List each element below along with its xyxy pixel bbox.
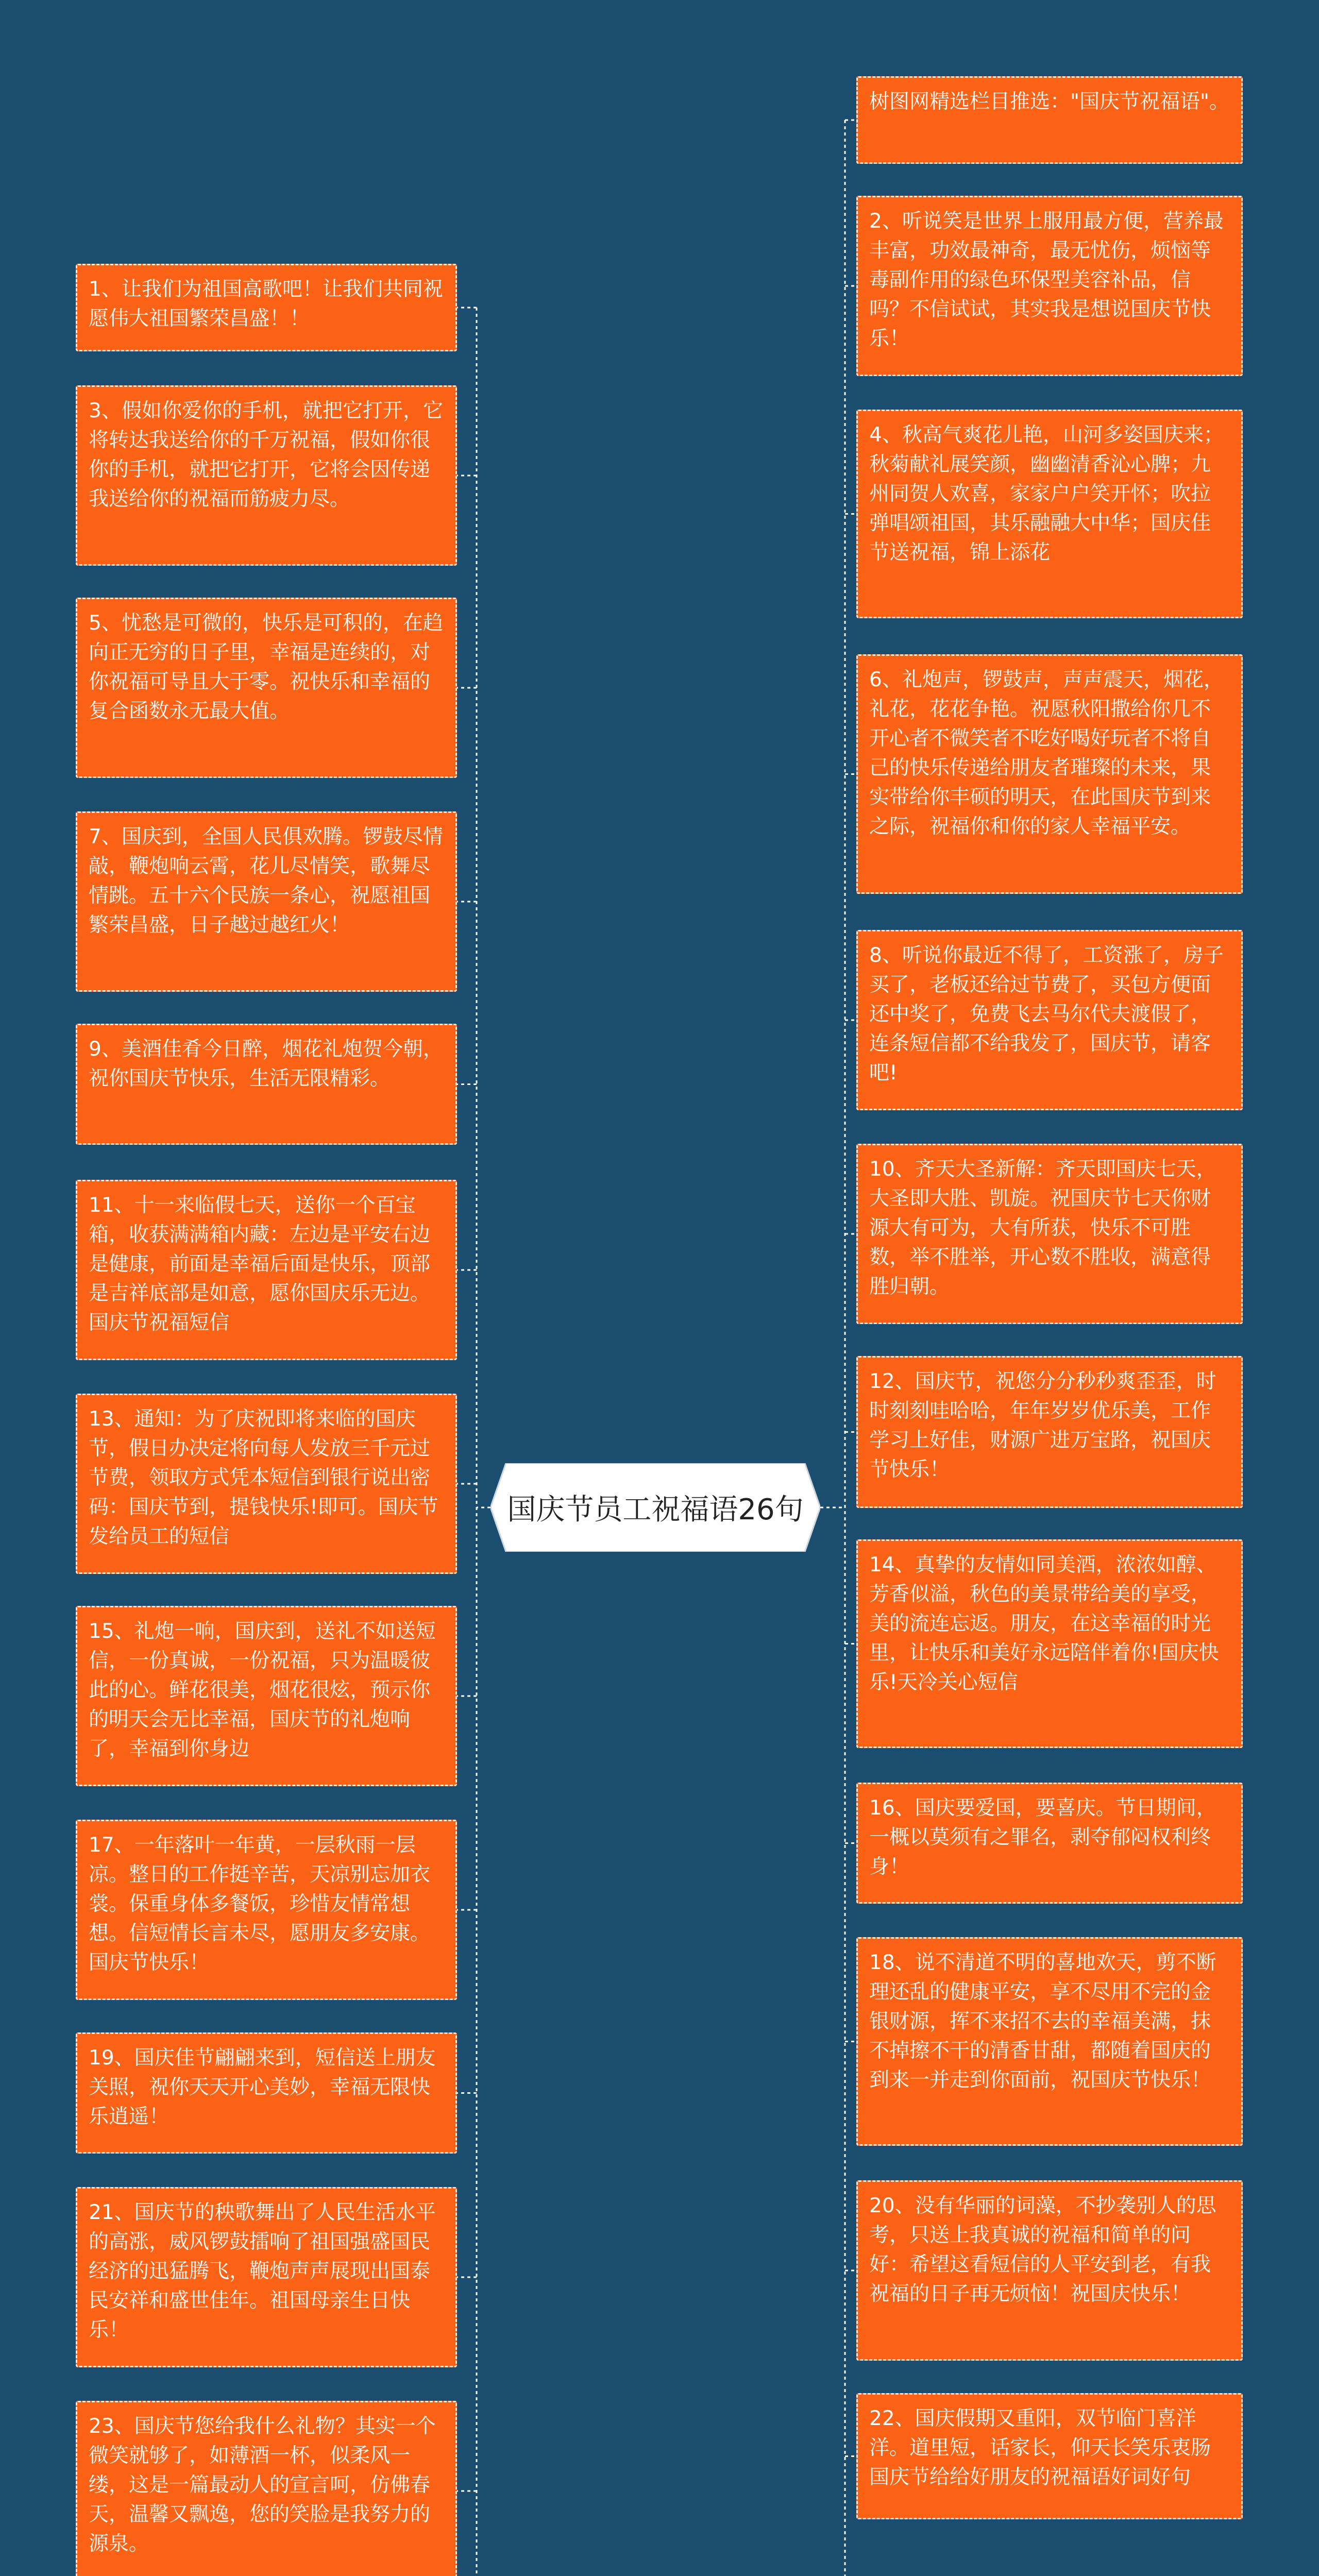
node-text: 23、国庆节您给我什么礼物？其实一个微笑就够了，如薄酒一杯，似柔风一缕，这是一篇最动人的宣言呵，仿佛春天，温馨又飘逸，您的笑脸是我努力的源泉。 [89, 2415, 436, 2555]
node-text: 20、没有华丽的词藻，不抄袭别人的思考，只送上我真诚的祝福和简单的问好：希望这看短信的人平安到老，有我祝福的日子再无烦恼！祝国庆快乐！ [869, 2194, 1216, 2306]
node-text: 15、礼炮一响，国庆到，送礼不如送短信，一份真诚，一份祝福，只为温暖彼此的心。鲜花很美，烟花很炫，预示你的明天会无比幸福，国庆节的礼炮响了，幸福到你身边 [89, 1620, 436, 1760]
node-text: 18、说不清道不明的喜地欢天，剪不断理还乱的健康平安，享不尽用不完的金银财源，挥不来招不去的幸福美满，抹不掉擦不干的清香甘甜，都随着国庆的到来一并走到你面前，祝国庆节快乐！ [869, 1951, 1216, 2092]
root-node[interactable] [491, 1463, 820, 1552]
right-node-8[interactable] [856, 930, 1243, 1110]
node-text: 5、忧愁是可微的，快乐是可积的，在趋向正无穷的日子里，幸福是连续的，对你祝福可导且大于零。祝快乐和幸福的复合函数永无最大值。 [89, 612, 443, 723]
left-node-19[interactable] [76, 2032, 457, 2154]
root-node-label: 国庆节员工祝福语26句 [507, 1493, 804, 1527]
right-node-10[interactable] [856, 1144, 1243, 1324]
node-text: 10、齐天大圣新解：齐天即国庆七天，大圣即大胜、凯旋。祝国庆节七天你财源大有可为，大有所获，快乐不可胜数，举不胜举，开心数不胜收，满意得胜归朝。 [869, 1158, 1216, 1298]
right-node-12[interactable] [856, 1356, 1243, 1508]
node-text: 16、国庆要爱国，要喜庆。节日期间，一概以莫须有之罪名，剥夺郁闷权利终身！ [869, 1797, 1216, 1878]
left-node-5[interactable] [76, 598, 457, 778]
node-text: 8、听说你最近不得了，工资涨了，房子买了，老板还给过节费了，买包方便面还中奖了，免费飞去马尔代夫渡假了，连条短信都不给我发了，国庆节，请客吧! [869, 944, 1224, 1084]
node-text: 1、让我们为祖国高歌吧！让我们共同祝愿伟大祖国繁荣昌盛！！ [89, 278, 443, 330]
left-node-3[interactable] [76, 385, 457, 566]
right-node-2[interactable] [856, 196, 1243, 376]
right-node-4[interactable] [856, 410, 1243, 618]
right-node-14[interactable] [856, 1539, 1243, 1748]
left-node-13[interactable] [76, 1394, 457, 1574]
node-text: 17、一年落叶一年黄，一层秋雨一层凉。整日的工作挺辛苦，天凉别忘加衣裳。保重身体多餐饭，珍惜友情常想想。信短情长言未尽，愿朋友多安康。国庆节快乐！ [89, 1834, 431, 1974]
node-text: 12、国庆节，祝您分分秒秒爽歪歪，时时刻刻哇哈哈，年年岁岁优乐美，工作学习上好佳，财源广进万宝路，祝国庆节快乐！ [869, 1370, 1216, 1481]
node-text: 9、美酒佳肴今日醉，烟花礼炮贺今朝，祝你国庆节快乐，生活无限精彩。 [89, 1038, 443, 1090]
right-node-6[interactable] [856, 654, 1243, 894]
node-text: 7、国庆到，全国人民俱欢腾。锣鼓尽情敲，鞭炮响云霄，花儿尽情笑，歌舞尽情跳。五十六个民族一条心，祝愿祖国繁荣昌盛，日子越过越红火！ [89, 825, 443, 937]
left-node-9[interactable] [76, 1024, 457, 1145]
node-text: 19、国庆佳节翩翩来到，短信送上朋友关照，祝你天天开心美妙，幸福无限快乐逍遥！ [89, 2046, 436, 2128]
left-node-1[interactable] [76, 264, 457, 351]
left-node-21[interactable] [76, 2187, 457, 2367]
right-node-intro[interactable] [856, 76, 1243, 164]
node-text: 6、礼炮声，锣鼓声，声声震天，烟花，礼花，花花争艳。祝愿秋阳撒给你几不开心者不微笑者不吃好喝好玩者不将自己的快乐传递给朋友者璀璨的未来，果实带给你丰硕的明天，在此国庆节到来之际，祝福你和你的家人幸福平安。 [869, 668, 1224, 838]
left-node-23[interactable] [76, 2401, 457, 2576]
node-text: 3、假如你爱你的手机，就把它打开，它将转达我送给你的千万祝福，假如你很你的手机，就把它打开，它将会因传递我送给你的祝福而筋疲力尽。 [89, 399, 443, 511]
right-node-18[interactable] [856, 1937, 1243, 2146]
node-text: 22、国庆假期又重阳，双节临门喜洋洋。道里短，话家长，仰天长笑乐衷肠国庆节给给好朋友的祝福语好词好句 [869, 2407, 1211, 2489]
node-text: 2、听说笑是世界上服用最方便，营养最丰富，功效最神奇，最无忧伤，烦恼等毒副作用的绿色环保型美容补品，信吗？不信试试，其实我是想说国庆节快乐！ [869, 210, 1224, 350]
left-node-11[interactable] [76, 1180, 457, 1360]
node-text: 树图网精选栏目推选："国庆节祝福语"。 [869, 90, 1229, 113]
right-node-16[interactable] [856, 1783, 1243, 1904]
right-node-20[interactable] [856, 2180, 1243, 2361]
left-node-17[interactable] [76, 1820, 457, 2000]
node-text: 11、十一来临假七天，送你一个百宝箱，收获满满箱内藏：左边是平安右边是健康，前面是幸福后面是快乐，顶部是吉祥底部是如意，愿你国庆乐无边。国庆节祝福短信 [89, 1194, 431, 1334]
left-node-7[interactable] [76, 811, 457, 992]
node-text: 21、国庆节的秧歌舞出了人民生活水平的高涨，威风锣鼓擂响了祖国强盛国民经济的迅猛腾飞，鞭炮声声展现出国泰民安祥和盛世佳年。祖国母亲生日快乐！ [89, 2201, 436, 2342]
left-node-15[interactable] [76, 1606, 457, 1786]
node-text: 14、真挚的友情如同美酒，浓浓如醇、芳香似溢，秋色的美景带给美的享受，美的流连忘返。朋友，在这幸福的时光里，让快乐和美好永远陪伴着你!国庆快乐!天冷关心短信 [869, 1553, 1219, 1694]
node-text: 13、通知：为了庆祝即将来临的国庆节，假日办决定将向每人发放三千元过节费，领取方式凭本短信到银行说出密码：国庆节到，提钱快乐!即可。国庆节发给员工的短信 [89, 1408, 438, 1548]
node-text: 4、秋高气爽花儿艳，山河多姿国庆来；秋菊献礼展笑颜，幽幽清香沁心脾；九州同贺人欢喜，家家户户笑开怀；吹拉弹唱颂祖国，其乐融融大中华；国庆佳节送祝福，锦上添花 [869, 423, 1224, 564]
right-node-22[interactable] [856, 2393, 1243, 2519]
